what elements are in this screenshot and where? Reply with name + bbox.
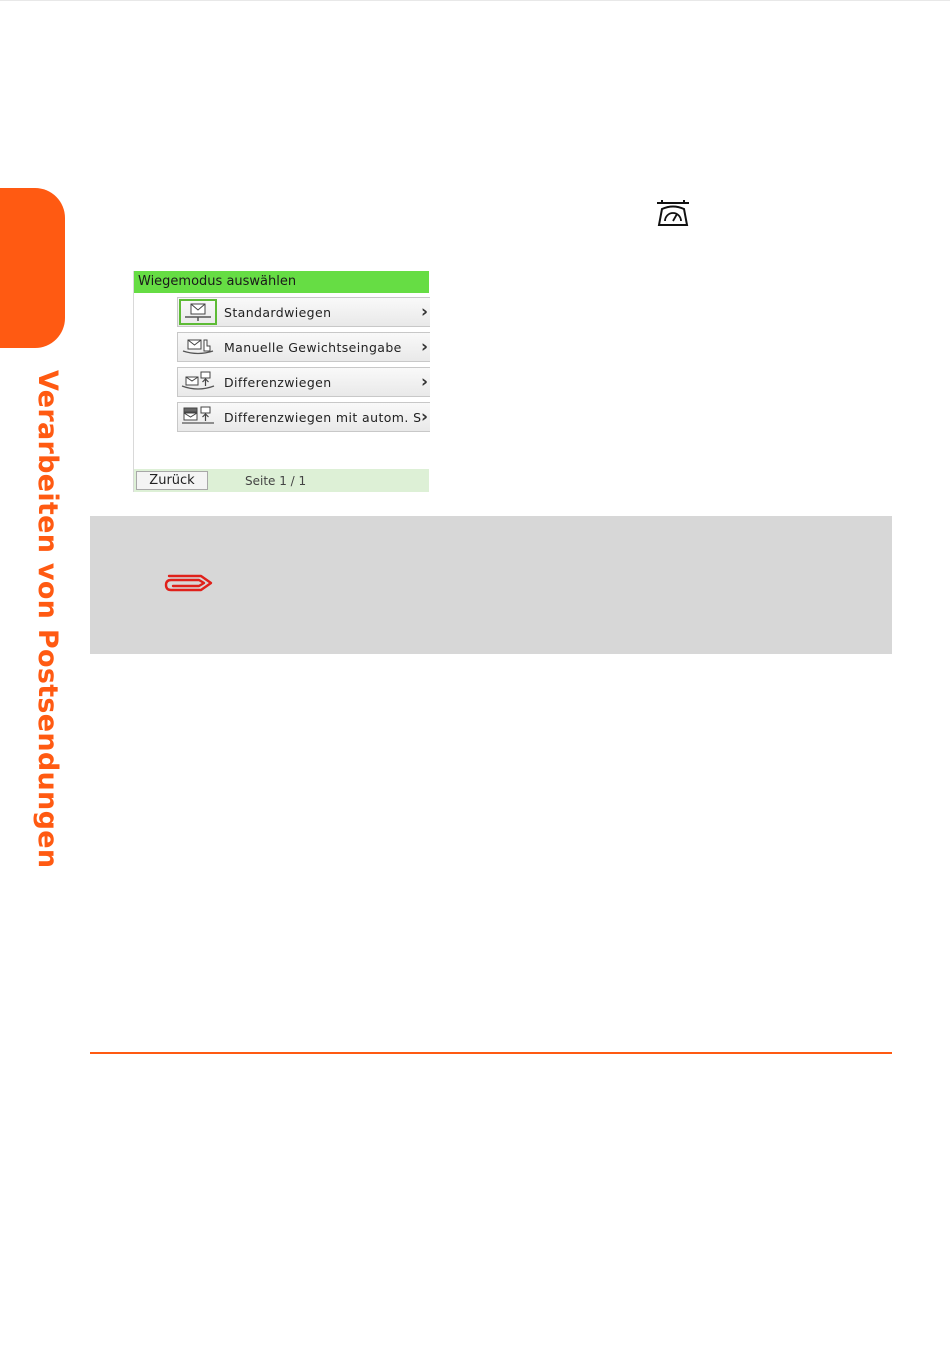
manual-weight-icon bbox=[179, 334, 217, 360]
menu-item-standardwiegen[interactable] bbox=[177, 297, 430, 327]
differential-weighing-icon bbox=[179, 369, 217, 395]
menu-item-label: Differenzwiegen mit autom. S bbox=[224, 410, 422, 425]
menu-item-differenzwiegen[interactable] bbox=[177, 367, 430, 397]
differential-auto-icon bbox=[179, 404, 217, 430]
menu-item-label: Differenzwiegen bbox=[224, 375, 332, 390]
chevron-right-icon: › bbox=[420, 302, 428, 322]
screen-footer bbox=[134, 469, 429, 492]
chevron-right-icon: › bbox=[420, 337, 428, 357]
menu-item-label: Manuelle Gewichtseingabe bbox=[224, 340, 402, 355]
back-button[interactable]: Zurück bbox=[136, 471, 208, 490]
envelope-on-scale-icon bbox=[179, 299, 217, 325]
chevron-right-icon: › bbox=[420, 372, 428, 392]
menu-item-label: Standardwiegen bbox=[224, 305, 332, 320]
section-divider bbox=[90, 1052, 892, 1054]
chapter-title: Verarbeiten von Postsendungen bbox=[32, 370, 63, 869]
screen-header: Wiegemodus auswählen bbox=[134, 271, 429, 293]
menu-item-differenzwiegen-autom[interactable] bbox=[177, 402, 430, 432]
weighing-scale-icon bbox=[654, 199, 692, 227]
page-indicator: Seite 1 / 1 bbox=[245, 474, 307, 488]
note-box bbox=[90, 516, 892, 654]
top-rule bbox=[0, 0, 950, 1]
menu-item-manuelle-gewichtseingabe[interactable] bbox=[177, 332, 430, 362]
chevron-right-icon: › bbox=[420, 407, 428, 427]
paperclip-note-icon bbox=[163, 571, 215, 595]
chapter-tab bbox=[0, 188, 65, 348]
weighing-mode-screen bbox=[133, 271, 429, 492]
